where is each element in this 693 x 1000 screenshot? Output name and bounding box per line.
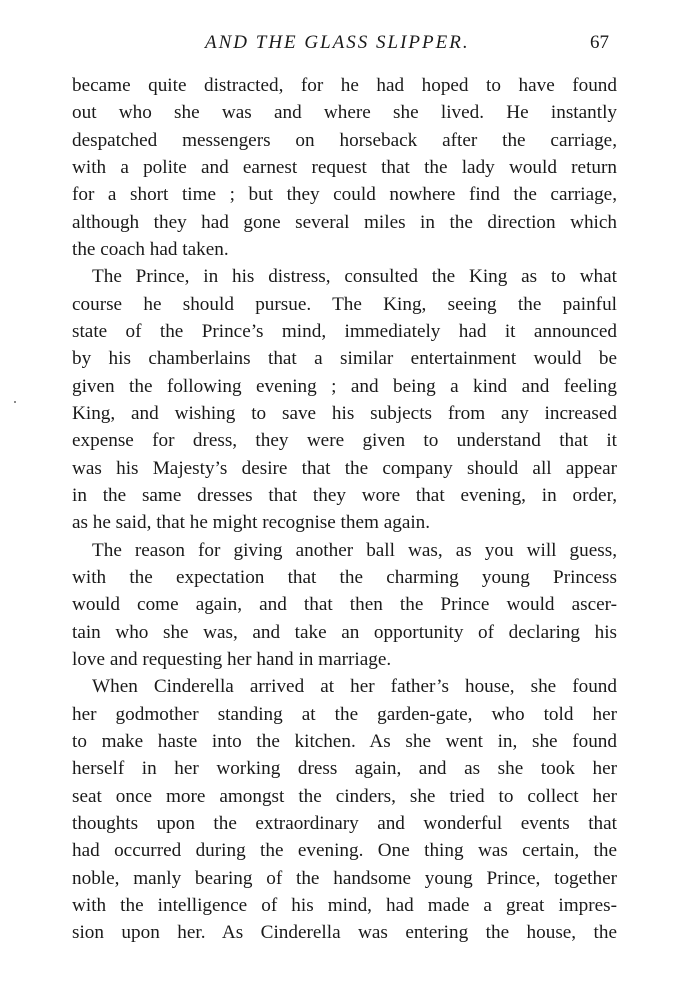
text-line: sion upon her. As Cinderella was entering the house, the — [72, 922, 617, 944]
paragraph-2 — [72, 263, 617, 536]
running-head — [0, 32, 693, 60]
text-line: thoughts upon the extraordinary and wonderful events that — [72, 812, 617, 834]
text-line: the coach had taken. — [72, 238, 229, 260]
text-line: King, and wishing to save his subjects from any increased — [72, 402, 617, 424]
text-line: had occurred during the evening. One thing was certain, the — [72, 840, 617, 862]
text-line: herself in her working dress again, and as she took her — [72, 758, 617, 780]
text-line: state of the Prince’s mind, immediately had it announced — [72, 320, 617, 342]
text-line: love and requesting her hand in marriage. — [72, 648, 392, 670]
text-line: course he should pursue. The King, seeing the painful — [72, 293, 617, 315]
text-line: with the expectation that the charming young Princess — [72, 566, 617, 588]
text-line: as he said, that he might recognise them again. — [72, 512, 431, 534]
text-line: by his chamberlains that a similar entertainment would be — [72, 348, 617, 370]
text-line: with a polite and earnest request that the lady would return — [72, 156, 617, 178]
text-line: for a short time ; but they could nowhere find the carriage, — [72, 184, 617, 206]
text-line: expense for dress, they were given to understand that it — [72, 430, 617, 452]
text-line: was his Majesty’s desire that the company should all appear — [72, 457, 617, 479]
text-line: out who she was and where she lived. He instantly — [72, 102, 617, 124]
text-line: in the same dresses that they wore that evening, in order, — [72, 484, 617, 506]
text-line: The Prince, in his distress, consulted the King as to what — [92, 266, 617, 288]
running-title: AND THE GLASS SLIPPER. — [205, 32, 470, 53]
text-line: became quite distracted, for he had hoped to have found — [72, 75, 617, 96]
text-line: with the intelligence of his mind, had made a great impres- — [72, 894, 617, 916]
body-text — [72, 72, 617, 947]
paragraph-1 — [72, 72, 617, 263]
paragraph-4 — [72, 673, 617, 946]
text-line: tain who she was, and take an opportunity of declaring his — [72, 621, 617, 643]
text-line: The reason for giving another ball was, as you will guess, — [92, 539, 617, 561]
text-line: When Cinderella arrived at her father’s house, she found — [92, 676, 617, 698]
text-line: her godmother standing at the garden-gate, who told her — [72, 703, 617, 725]
margin-speck — [14, 401, 16, 403]
page-number: 67 — [590, 32, 609, 53]
text-line: would come again, and that then the Prince would ascer- — [72, 594, 617, 616]
text-line: to make haste into the kitchen. As she went in, she found — [72, 730, 617, 752]
text-line: although they had gone several miles in the direction which — [72, 211, 617, 233]
text-line: given the following evening ; and being a kind and feeling — [72, 375, 617, 397]
text-line: seat once more amongst the cinders, she tried to collect her — [72, 785, 617, 807]
paragraph-3 — [72, 537, 617, 674]
text-line: despatched messengers on horseback after the carriage, — [72, 129, 617, 151]
text-line: noble, manly bearing of the handsome young Prince, together — [72, 867, 617, 889]
